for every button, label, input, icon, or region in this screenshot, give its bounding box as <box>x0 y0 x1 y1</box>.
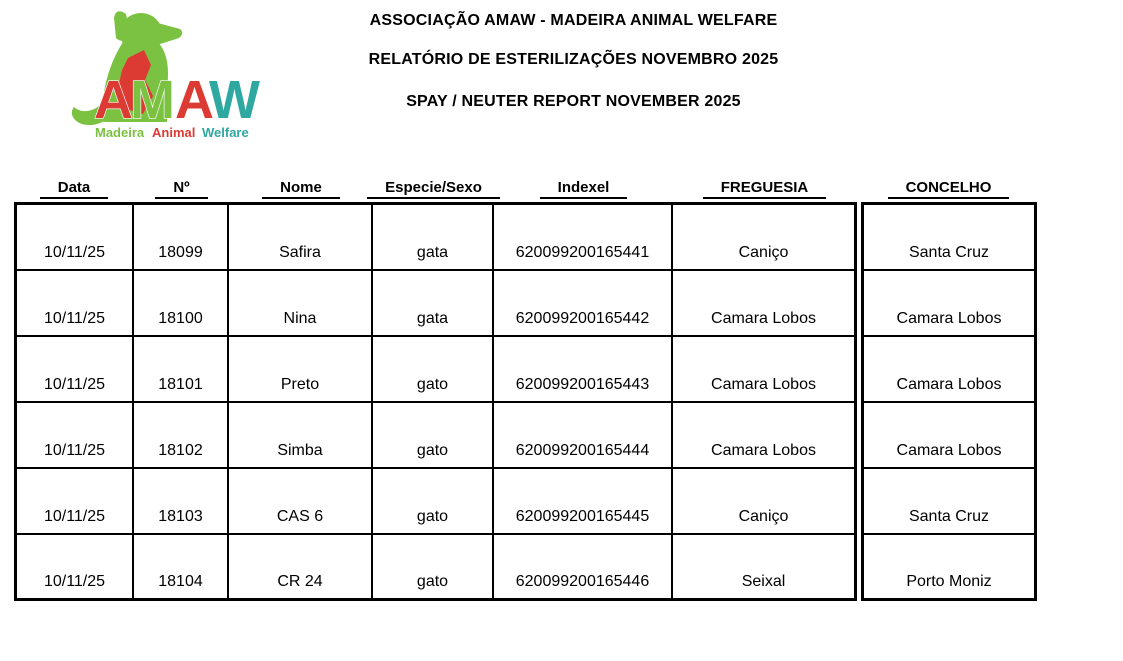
col-header-indexel: Indexel <box>494 177 673 199</box>
cell-numero: 18102 <box>134 403 229 469</box>
cell-especie-sexo: gato <box>373 403 494 469</box>
cell-data: 10/11/25 <box>17 469 134 535</box>
cell-nome: CR 24 <box>229 535 373 598</box>
cell-freguesia: Camara Lobos <box>673 337 854 403</box>
cell-concelho: Porto Moniz <box>906 573 992 590</box>
report-title-en: SPAY / NEUTER REPORT NOVEMBER 2025 <box>406 93 741 110</box>
cell-indexel: 620099200165446 <box>494 535 673 598</box>
col-header-especie-sexo: Especie/Sexo <box>373 177 494 199</box>
cell-freguesia: Caniço <box>673 205 854 271</box>
association-title: ASSOCIAÇÃO AMAW - MADEIRA ANIMAL WELFARE <box>369 12 778 29</box>
logo-letter-m: M <box>130 70 175 130</box>
report-title-pt: RELATÓRIO DE ESTERILIZAÇÕES NOVEMBRO 2025 <box>368 51 779 68</box>
cell-especie-sexo: gato <box>373 535 494 598</box>
col-header-freguesia: FREGUESIA <box>673 177 856 199</box>
concelho-table <box>861 202 1037 601</box>
cell-indexel: 620099200165444 <box>494 403 673 469</box>
cell-freguesia: Camara Lobos <box>673 403 854 469</box>
cell-indexel: 620099200165441 <box>494 205 673 271</box>
cell-numero: 18099 <box>134 205 229 271</box>
cell-numero: 18104 <box>134 535 229 598</box>
logo-letter-a1: A <box>94 70 133 130</box>
col-header-data: Data <box>14 177 134 199</box>
cell-nome: Preto <box>229 337 373 403</box>
cell-especie-sexo: gato <box>373 469 494 535</box>
cell-especie-sexo: gato <box>373 337 494 403</box>
cell-freguesia: Seixal <box>741 573 786 590</box>
cell-numero: 18100 <box>134 271 229 337</box>
cell-indexel: 620099200165442 <box>494 271 673 337</box>
cell-data: 10/11/25 <box>17 337 134 403</box>
cell-especie-sexo: gata <box>373 271 494 337</box>
cell-freguesia: Caniço <box>673 469 854 535</box>
cell-concelho: Camara Lobos <box>864 403 1034 469</box>
cell-numero: 18101 <box>134 337 229 403</box>
logo-subtitle-animal: Animal <box>152 125 196 140</box>
logo-subtitle-welfare: Welfare <box>202 125 249 140</box>
logo-letter-w: W <box>209 70 260 130</box>
col-header-numero: Nº <box>134 177 229 199</box>
cell-nome: CAS 6 <box>229 469 373 535</box>
sterilization-table <box>14 177 1037 601</box>
cell-data: 10/11/25 <box>17 271 134 337</box>
cell-data: 10/11/25 <box>17 535 134 598</box>
cell-concelho: Santa Cruz <box>864 469 1034 535</box>
cell-nome: Nina <box>229 271 373 337</box>
logo-subtitle-madeira: Madeira <box>95 125 145 140</box>
cell-indexel: 620099200165445 <box>494 469 673 535</box>
cell-concelho: Santa Cruz <box>864 205 1034 271</box>
table-header-row <box>14 177 1037 199</box>
cell-nome: Simba <box>229 403 373 469</box>
cell-freguesia: Camara Lobos <box>673 271 854 337</box>
cell-nome: Safira <box>229 205 373 271</box>
cell-data: 10/11/25 <box>17 205 134 271</box>
cell-data: 10/11/25 <box>17 403 134 469</box>
col-header-nome: Nome <box>229 177 373 199</box>
logo-letter-a2: A <box>175 70 214 130</box>
cell-numero: 18103 <box>134 469 229 535</box>
col-header-concelho: CONCELHO <box>860 177 1037 199</box>
cell-concelho: Camara Lobos <box>864 271 1034 337</box>
logo-subtitle <box>95 125 249 140</box>
cell-especie-sexo: gata <box>373 205 494 271</box>
main-table <box>14 202 857 601</box>
cell-indexel: 620099200165443 <box>494 337 673 403</box>
table-body <box>14 202 1037 601</box>
cell-concelho: Camara Lobos <box>864 337 1034 403</box>
